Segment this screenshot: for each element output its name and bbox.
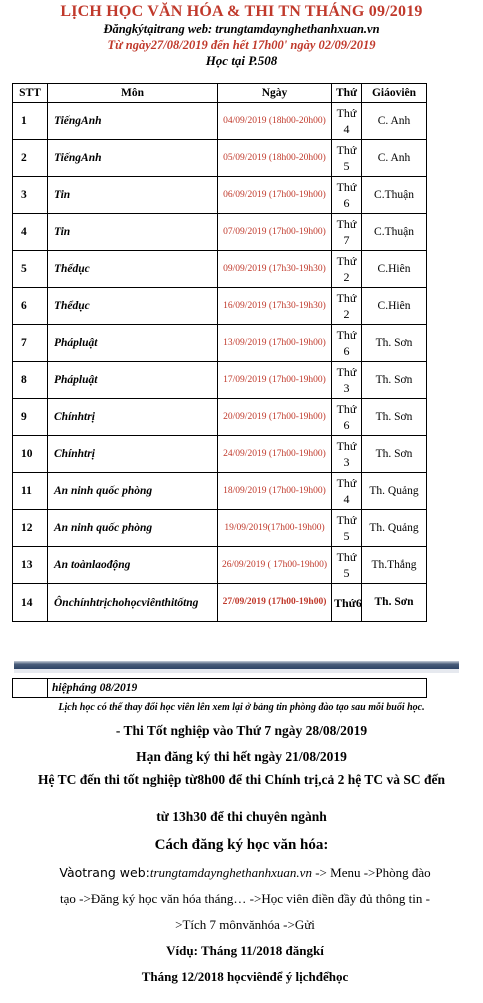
row-date: 05/09/2019 (18h00-20h00)	[218, 140, 332, 177]
exam-date-line: - Thi Tốt nghiệp vào Thứ 7 ngày 28/08/2019	[115, 723, 368, 738]
row-day: Thứ 6	[332, 325, 362, 362]
row-stt: 4	[13, 214, 48, 251]
row-subject: Tin	[48, 177, 218, 214]
howto-steps-1: -> Menu ->Phòng đào	[311, 865, 431, 880]
example-line-2: Tháng 12/2018 họcviênđể ý lịchđểhọc	[141, 969, 349, 984]
schedule-note: Lịch học có thể thay đổi học viên lên xem lại ở bảng tin phòng đào tạo sau mỗi buổi học.	[58, 702, 425, 713]
row-teacher: C. Anh	[362, 103, 427, 140]
page-break-shadow	[14, 669, 459, 673]
row-subject: Thểdục	[48, 251, 218, 288]
table-row	[13, 288, 427, 325]
row-subject: Phápluật	[48, 362, 218, 399]
table-row	[13, 510, 427, 547]
row-day: Thứ 6	[332, 177, 362, 214]
row-stt: 13	[13, 547, 48, 584]
row-subject: TiếngAnh	[48, 103, 218, 140]
row-subject: Ônchínhtrịchohọcviênthitốtng	[48, 584, 218, 622]
row-day: Thứ 3	[332, 436, 362, 473]
exam-deadline-line: Hạn đăng ký thi hết ngày 21/08/2019	[136, 749, 347, 764]
row-stt: 12	[13, 510, 48, 547]
col-header-subject: Môn	[48, 84, 218, 103]
table-row	[13, 140, 427, 177]
row-date: 17/09/2019 (17h00-19h00)	[218, 362, 332, 399]
row-day: Thứ6	[332, 584, 362, 622]
row-date: 13/09/2019 (17h00-19h00)	[218, 325, 332, 362]
row-subject: An toànlaođộng	[48, 547, 218, 584]
row-teacher: Th. Sơn	[362, 399, 427, 436]
row-subject: Chínhtrị	[48, 399, 218, 436]
row-teacher: C. Anh	[362, 140, 427, 177]
table-row	[13, 584, 427, 622]
howto-instructions	[20, 860, 470, 990]
row-date: 09/09/2019 (17h30-19h30)	[218, 251, 332, 288]
row-subject: An ninh quốc phòng	[48, 510, 218, 547]
howto-heading: Cách đăng ký học văn hóa:	[154, 837, 329, 853]
row-teacher: C.Thuận	[362, 214, 427, 251]
row-day: Thứ 4	[332, 473, 362, 510]
table-header-row	[13, 84, 427, 103]
table-row	[13, 362, 427, 399]
row-date: 19/09/2019(17h00-19h00)	[218, 510, 332, 547]
schedule-table	[12, 83, 427, 622]
row-stt: 2	[13, 140, 48, 177]
page-break-bar	[14, 661, 459, 669]
continuation-text: hiệpháng 08/2019	[48, 679, 427, 698]
howto-visit-label: Vàotrang web:	[59, 865, 150, 880]
row-stt: 9	[13, 399, 48, 436]
row-subject: Thểdục	[48, 288, 218, 325]
table-row	[13, 436, 427, 473]
row-day: Thứ 5	[332, 140, 362, 177]
table-row	[13, 177, 427, 214]
register-period-line: Từ ngày27/08/2019 đến hết 17h00' ngày 02/09/2019	[107, 38, 376, 52]
row-day: Thứ 7	[332, 214, 362, 251]
row-teacher: C.Hiên	[362, 288, 427, 325]
row-day: Thứ 4	[332, 103, 362, 140]
table-row	[13, 399, 427, 436]
row-day: Thứ 2	[332, 251, 362, 288]
exam-detail-line-1: Hệ TC đến thi tốt nghiệp từ8h00 để thi Chính trị,cả 2 hệ TC và SC đến	[37, 772, 446, 787]
exam-detail-line-2: từ 13h30 để thi chuyên ngành	[156, 809, 327, 824]
row-stt: 10	[13, 436, 48, 473]
row-stt: 8	[13, 362, 48, 399]
continuation-row	[13, 679, 427, 698]
table-row	[13, 251, 427, 288]
row-stt: 3	[13, 177, 48, 214]
table-row	[13, 547, 427, 584]
row-stt: 7	[13, 325, 48, 362]
row-date: 07/09/2019 (17h00-19h00)	[218, 214, 332, 251]
row-teacher: Th. Sơn	[362, 436, 427, 473]
row-teacher: Th. Quảng	[362, 510, 427, 547]
howto-line-3: >Tích 7 mônvănhóa ->Gửi	[175, 917, 315, 932]
page-title: LỊCH HỌC VĂN HÓA & THI TN THÁNG 09/2019	[60, 3, 423, 20]
row-date: 27/09/2019 (17h00-19h00)	[218, 584, 332, 622]
row-date: 20/09/2019 (17h00-19h00)	[218, 399, 332, 436]
row-day: Thứ 3	[332, 362, 362, 399]
row-teacher: C.Thuận	[362, 177, 427, 214]
row-day: Thứ 5	[332, 510, 362, 547]
row-subject: Chínhtrị	[48, 436, 218, 473]
row-teacher: Th. Quảng	[362, 473, 427, 510]
row-stt: 11	[13, 473, 48, 510]
row-date: 16/09/2019 (17h30-19h30)	[218, 288, 332, 325]
row-teacher: Th. Sơn	[362, 325, 427, 362]
col-header-stt: STT	[13, 84, 48, 103]
continuation-stt-cell	[13, 679, 48, 698]
row-teacher: Th.Thắng	[362, 547, 427, 584]
row-teacher: C.Hiên	[362, 251, 427, 288]
row-date: 24/09/2019 (17h00-19h00)	[218, 436, 332, 473]
row-day: Thứ 6	[332, 399, 362, 436]
row-date: 04/09/2019 (18h00-20h00)	[218, 103, 332, 140]
row-stt: 6	[13, 288, 48, 325]
row-date: 06/09/2019 (17h00-19h00)	[218, 177, 332, 214]
howto-line-1	[20, 860, 470, 886]
row-date: 18/09/2019 (17h00-19h00)	[218, 473, 332, 510]
col-header-teacher: Giáoviên	[362, 84, 427, 103]
row-subject: Phápluật	[48, 325, 218, 362]
continuation-table	[12, 678, 427, 698]
table-row	[13, 103, 427, 140]
row-subject: TiếngAnh	[48, 140, 218, 177]
website-link[interactable]: trungtamdaynghethanhxuan.vn	[149, 865, 312, 880]
row-subject: Tin	[48, 214, 218, 251]
row-subject: An ninh quốc phòng	[48, 473, 218, 510]
howto-line-2: tạo ->Đăng ký học văn hóa tháng… ->Học viên điền đầy đủ thông tin -	[60, 891, 430, 906]
row-stt: 5	[13, 251, 48, 288]
example-line-1: Vídụ: Tháng 11/2018 đăngkí	[166, 943, 324, 958]
row-day: Thứ 2	[332, 288, 362, 325]
row-stt: 14	[13, 584, 48, 622]
register-web-line: Đăngkýtạitrang web: trungtamdaynghethanhxuan.vn	[103, 22, 380, 36]
row-teacher: Th. Sơn	[362, 362, 427, 399]
col-header-day: Thứ	[332, 84, 362, 103]
row-teacher: Th. Sơn	[362, 584, 427, 622]
table-row	[13, 214, 427, 251]
room-line: Học tại P.508	[205, 53, 278, 68]
col-header-date: Ngày	[218, 84, 332, 103]
row-date: 26/09/2019 ( 17h00-19h00)	[218, 547, 332, 584]
row-stt: 1	[13, 103, 48, 140]
row-day: Thứ 5	[332, 547, 362, 584]
table-row	[13, 473, 427, 510]
table-row	[13, 325, 427, 362]
